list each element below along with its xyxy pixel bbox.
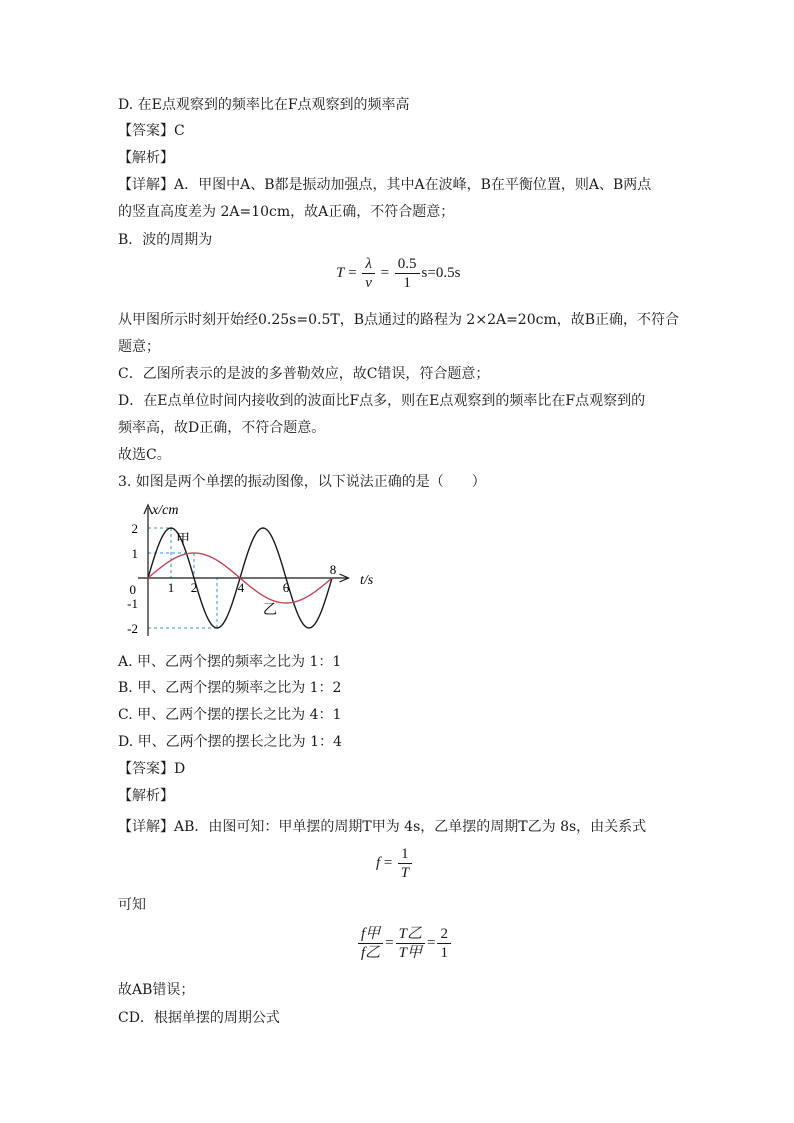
x-axis-label: t/s [360, 573, 374, 588]
formula-ratio: $\frac{\text{f甲}}{\text{f乙}}$ = $\frac{\text{T乙}}{\text{T甲}}$ = $\frac{2}{1}$ [356, 925, 453, 962]
detail-line-7: D．在E点单位时间内接收到的波面比F点多，则在E点观察到的频率比在F点观察到的 [118, 393, 646, 409]
y-axis-label: x/cm [152, 503, 179, 518]
line-option-d: D. 在E点观察到的频率比在F点观察到的频率高 [118, 97, 410, 113]
x-tick-label: 2 [190, 580, 198, 595]
x-tick-label: 1 [167, 580, 175, 595]
detail-line-12: CD．根据单摆的周期公式 [118, 1010, 280, 1026]
label-yi: 乙 [263, 603, 277, 618]
y-tick-label: 2 [131, 521, 138, 536]
x-tick-label: 6 [282, 580, 290, 595]
conclusion-1: 故选C。 [118, 447, 171, 463]
option-b: B. 甲、乙两个摆的频率之比为 1：2 [118, 680, 342, 696]
formula-period: T = $\frac{\lambda}{v}$ = $\frac{0.5}{1}$ s=0.5s [336, 256, 461, 291]
detail-line-4: 从甲图所示时刻开始经0.25s=0.5T，B点通过的路程为 2×2A=20cm，故B正确，不符合 [118, 312, 680, 328]
option-c: C. 甲、乙两个摆的摆长之比为 4：1 [118, 707, 342, 723]
y-tick-label: -1 [127, 596, 138, 611]
option-a: A. 甲、乙两个摆的频率之比为 1：1 [118, 654, 342, 670]
y-tick-label: -2 [127, 621, 138, 636]
question-3: 3. 如图是两个单摆的振动图像，以下说法正确的是（ ） [118, 474, 486, 490]
detail-line-6: C．乙图所表示的是波的多普勒效应，故C错误，符合题意； [118, 366, 490, 382]
answer-2: 【答案】D [118, 761, 186, 777]
label-jia: 甲 [176, 533, 190, 548]
detail-line-1: 【详解】A．甲图中A、B都是振动加强点，其中A在波峰，B在平衡位置，则A、B两点 [118, 177, 652, 193]
formula-frequency: f = $\frac{1}{T}$ [376, 845, 414, 882]
detail-line-10: 可知 [118, 897, 146, 913]
y-tick-label: 0 [129, 582, 136, 597]
vibration-graph [118, 500, 388, 650]
analysis-heading-2: 【解析】 [118, 788, 174, 804]
y-tick-label: 1 [131, 546, 138, 561]
analysis-heading-1: 【解析】 [118, 150, 174, 166]
x-tick-label: 8 [329, 562, 337, 577]
detail-line-9: 【详解】AB．由图可知：甲单摆的周期T甲为 4s，乙单摆的周期T乙为 8s，由关系式 [118, 819, 647, 835]
answer-1: 【答案】C [118, 123, 185, 139]
detail-line-11: 故AB错误； [118, 982, 195, 998]
detail-line-8: 频率高，故D正确，不符合题意。 [118, 420, 326, 436]
detail-line-3: B．波的周期为 [118, 232, 213, 248]
x-tick-label: 4 [237, 580, 245, 595]
detail-line-5: 题意； [118, 339, 160, 355]
option-d: D. 甲、乙两个摆的摆长之比为 1：4 [118, 734, 342, 750]
detail-line-2: 的竖直高度差为 2A=10cm，故A正确，不符合题意； [118, 204, 455, 220]
